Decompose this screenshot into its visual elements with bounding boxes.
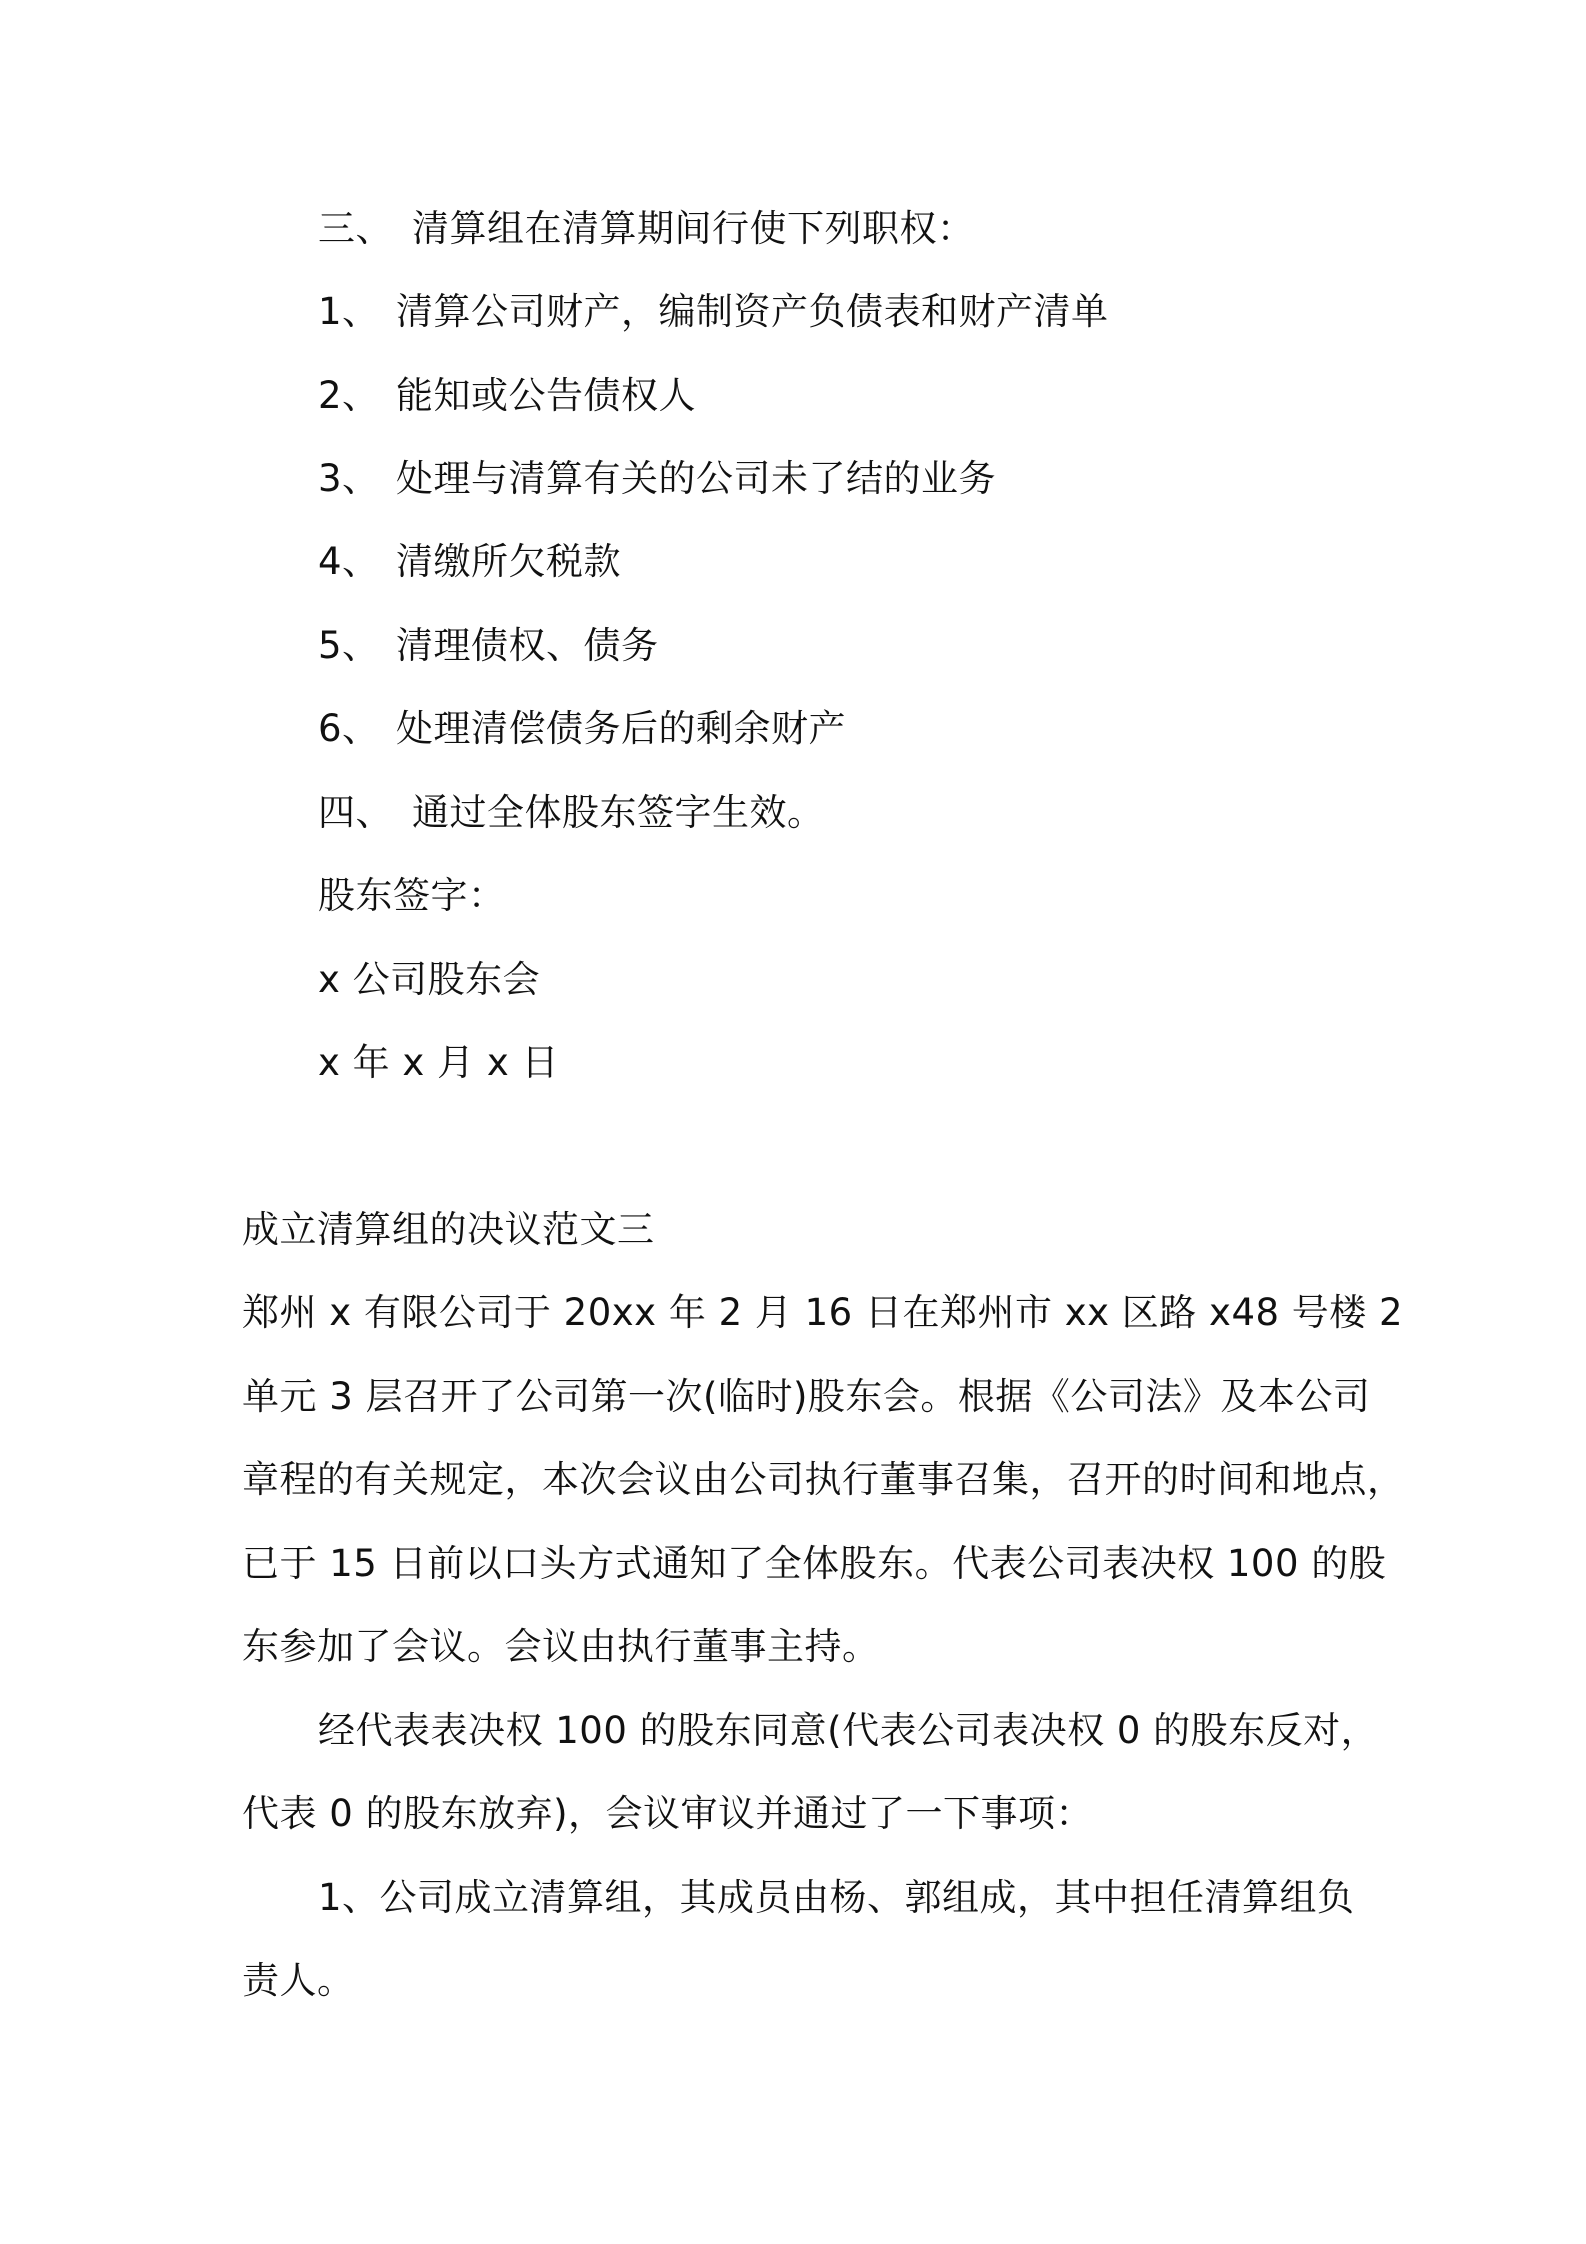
section4-marker: 四、	[318, 791, 393, 834]
list-item-number: 6、	[318, 707, 380, 750]
list-item	[318, 538, 621, 586]
section-title: 成立清算组的决议范文三	[242, 1208, 655, 1251]
list-item-number: 2、	[318, 374, 380, 417]
list-item-number: 5、	[318, 624, 380, 667]
signature-label: 股东签字：	[318, 874, 506, 917]
section4-text: 通过全体股东签字生效。	[412, 791, 825, 834]
section3-heading	[318, 205, 975, 253]
list-item-text: 处理清偿债务后的剩余财产	[396, 707, 846, 750]
section4-heading	[318, 789, 825, 837]
paragraph-line: 郑州 x 有限公司于 20xx 年 2 月 16 日在郑州市 xx 区路 x48 号楼 2	[242, 1291, 1404, 1334]
paragraph-line: 代表 0 的股东放弃)，会议审议并通过了一下事项：	[242, 1792, 1093, 1835]
paragraph-line: 单元 3 层召开了公司第一次(临时)股东会。根据《公司法》及本公司	[242, 1375, 1371, 1418]
paragraph-line: 经代表表决权 100 的股东同意(代表公司表决权 0 的股东反对，	[318, 1709, 1379, 1752]
list-item-text: 处理与清算有关的公司未了结的业务	[396, 457, 996, 500]
list-item	[318, 372, 696, 420]
signature-company: x 公司股东会	[318, 958, 541, 1001]
paragraph-line: 1、公司成立清算组，其成员由杨、郭组成，其中担任清算组负	[318, 1876, 1355, 1919]
paragraph-line: 章程的有关规定，本次会议由公司执行董事召集，召开的时间和地点，	[242, 1458, 1405, 1501]
paragraph-line: 已于 15 日前以口头方式通知了全体股东。代表公司表决权 100 的股	[242, 1542, 1387, 1585]
list-item	[318, 622, 659, 670]
list-item-text: 清算公司财产，编制资产负债表和财产清单	[396, 290, 1109, 333]
list-item-text: 清缴所欠税款	[396, 540, 621, 583]
list-item	[318, 455, 996, 503]
list-item-text: 清理债权、债务	[396, 624, 659, 667]
list-item-number: 1、	[318, 290, 380, 333]
list-item-number: 3、	[318, 457, 380, 500]
signature-date: x 年 x 月 x 日	[318, 1041, 559, 1084]
section3-marker: 三、	[318, 207, 393, 250]
section3-heading-text: 清算组在清算期间行使下列职权：	[412, 207, 975, 250]
list-item-text: 能知或公告债权人	[396, 374, 696, 417]
paragraph-line: 责人。	[242, 1959, 355, 2002]
paragraph-line: 东参加了会议。会议由执行董事主持。	[242, 1625, 880, 1668]
list-item	[318, 705, 846, 753]
list-item-number: 4、	[318, 540, 380, 583]
list-item	[318, 288, 1109, 336]
